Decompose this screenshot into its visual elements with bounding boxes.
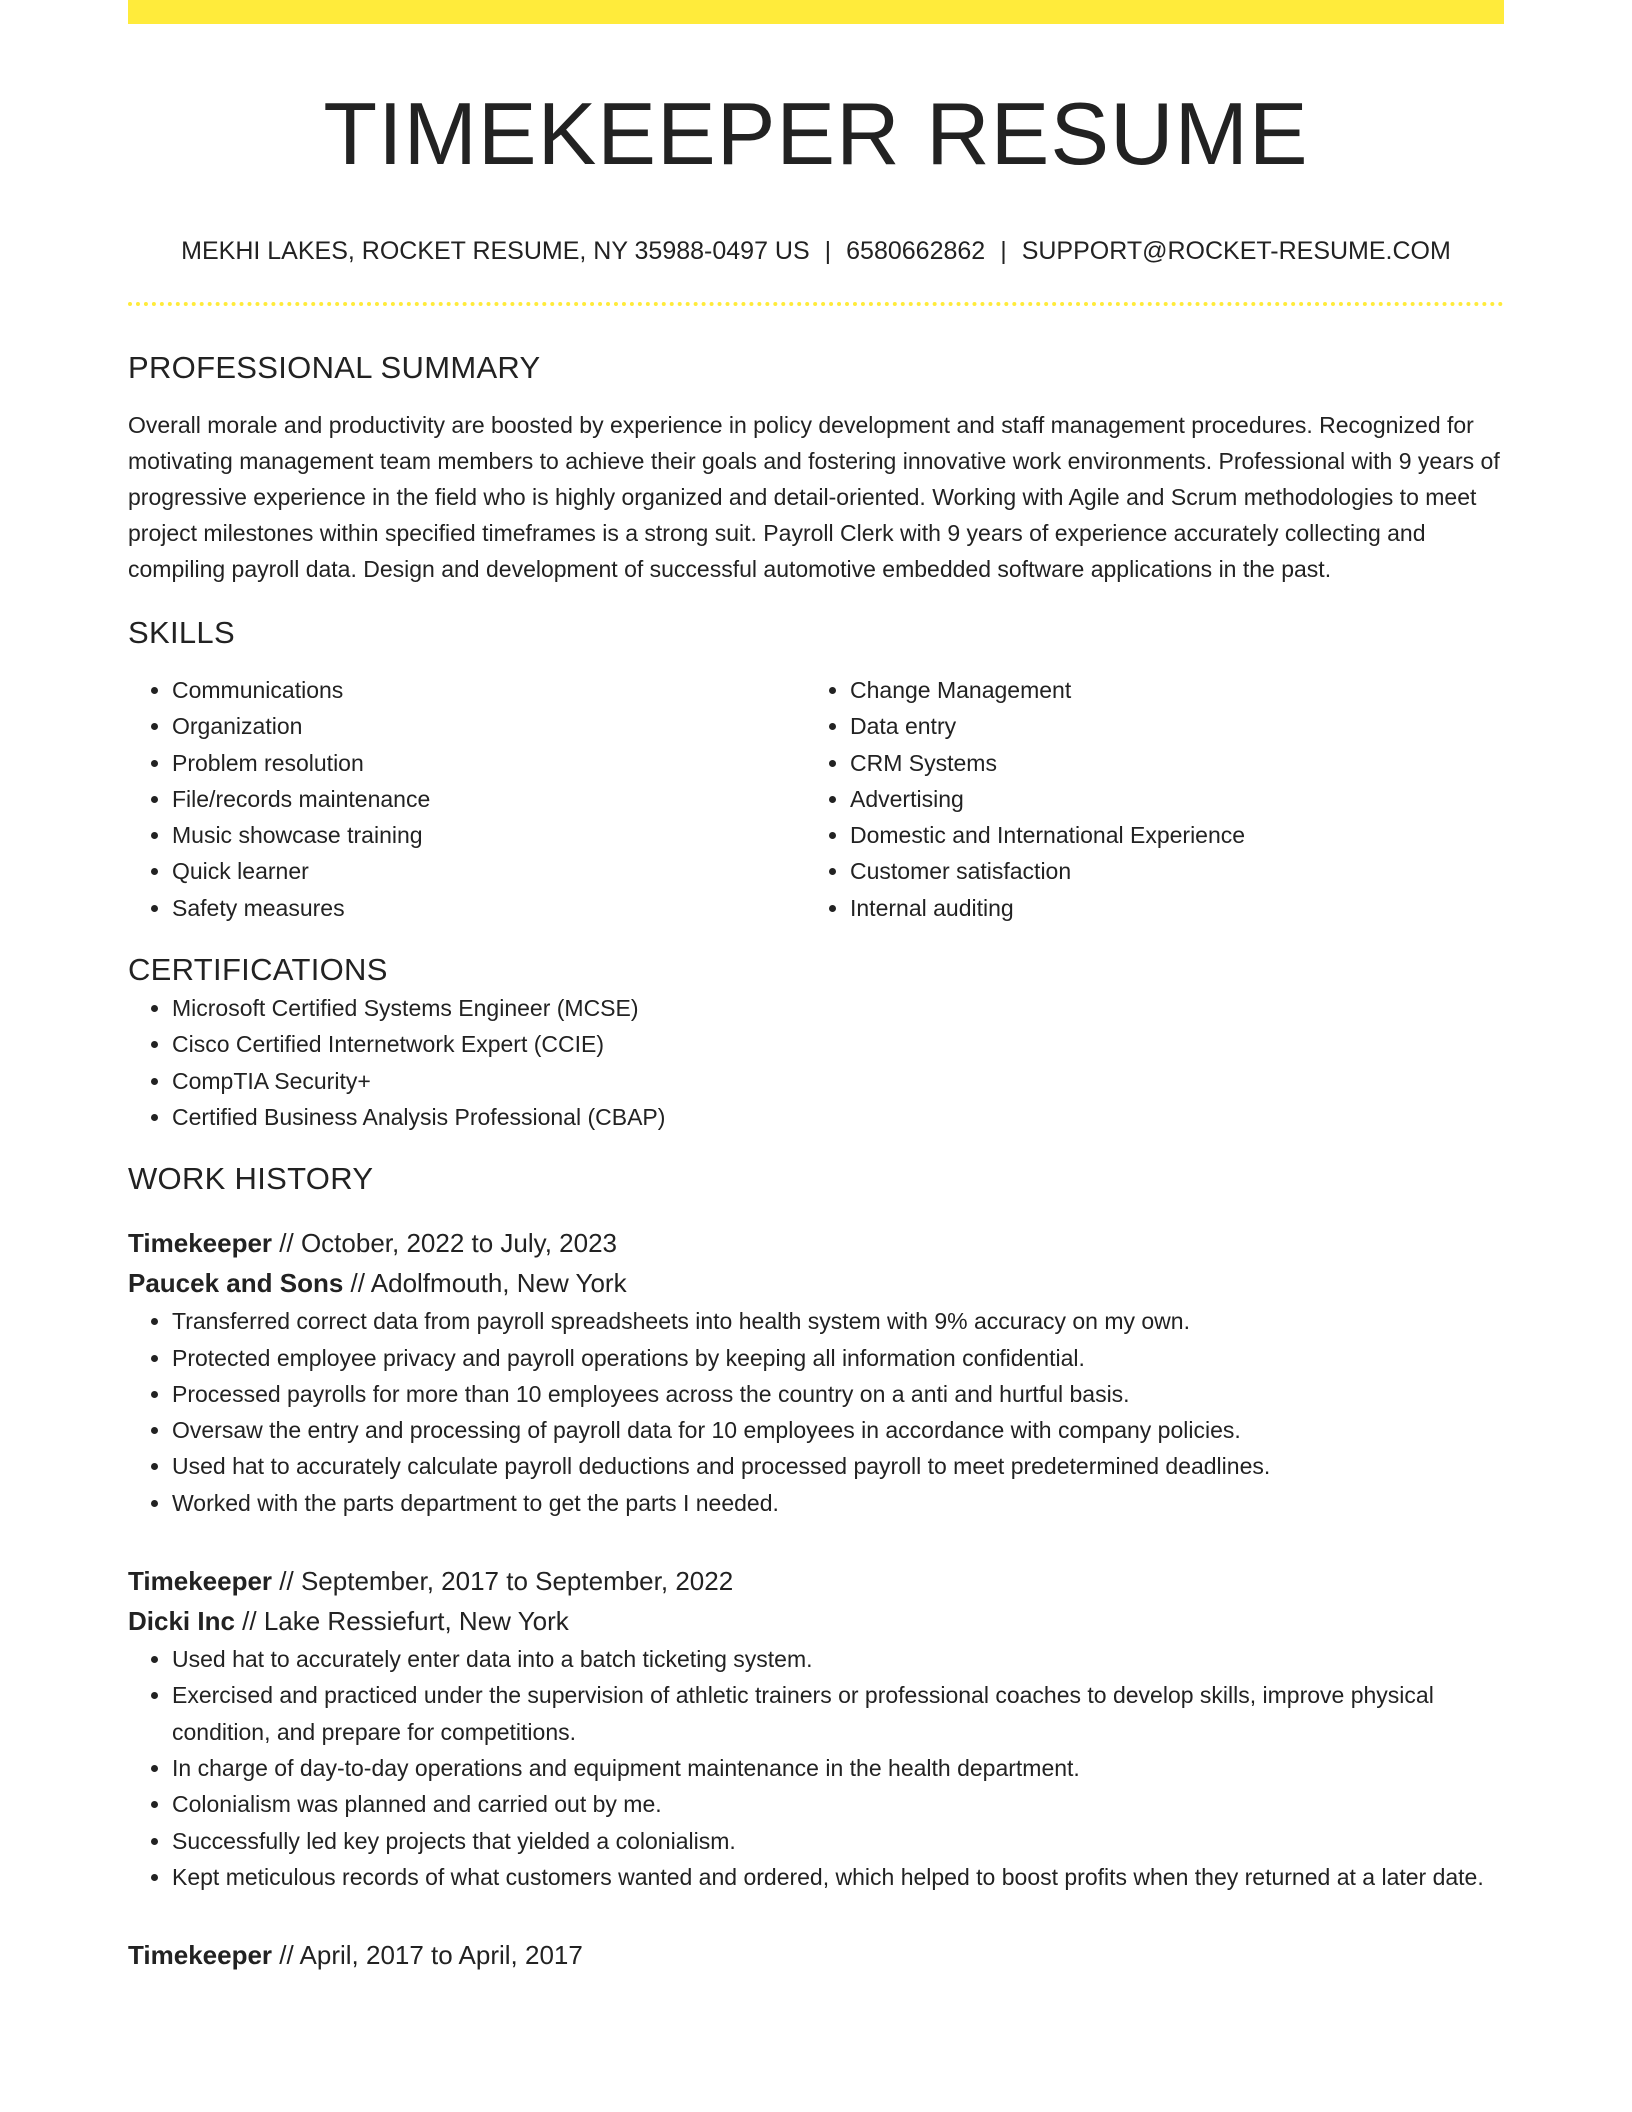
skill-item: • Communications: [172, 672, 806, 708]
job-duty-item: • Colonialism was planned and carried out by me.: [172, 1786, 1504, 1822]
job-duty-item: • Used hat to accurately calculate payroll deductions and processed payroll to meet predetermined deadlines.: [172, 1448, 1504, 1484]
job-duty-item: • Processed payrolls for more than 10 employees across the country on a anti and hurtful basis.: [172, 1376, 1504, 1412]
certification-item: • Microsoft Certified Systems Engineer (MCSE): [172, 990, 1504, 1026]
job-duties-list: [128, 1641, 1504, 1895]
certification-item: • CompTIA Security+: [172, 1063, 1504, 1099]
top-accent-bar: [128, 0, 1504, 24]
skill-item: • Data entry: [850, 708, 1484, 744]
job-entry: [128, 1561, 1504, 1895]
skill-item: • Internal auditing: [850, 890, 1484, 926]
contact-info: [128, 235, 1504, 267]
skill-item: • CRM Systems: [850, 745, 1484, 781]
job-entry: [128, 1935, 1504, 1975]
skills-column-right: [806, 672, 1484, 926]
skills-heading: SKILLS: [128, 615, 235, 650]
contact-separator: |: [1000, 237, 1007, 265]
skills-list-left: [128, 672, 806, 926]
skills-list-right: [806, 672, 1484, 926]
skill-item: • File/records maintenance: [172, 781, 806, 817]
jobs-list: [128, 1223, 1504, 1975]
work-history-section: [128, 1159, 1504, 1975]
skill-item: • Change Management: [850, 672, 1484, 708]
certifications-list: [128, 990, 1504, 1135]
job-dates: // October, 2022 to July, 2023: [272, 1228, 618, 1259]
job-title-line: [128, 1223, 1504, 1263]
job-location: // Adolfmouth, New York: [343, 1268, 627, 1299]
job-duty-item: • Worked with the parts department to get the parts I needed.: [172, 1485, 1504, 1521]
job-location: // Lake Ressiefurt, New York: [234, 1606, 569, 1637]
job-duty-item: • Oversaw the entry and processing of payroll data for 10 employees in accordance with company policies.: [172, 1412, 1504, 1448]
job-company: Paucek and Sons: [128, 1268, 344, 1299]
job-title-line: [128, 1935, 1504, 1975]
skill-item: • Advertising: [850, 781, 1484, 817]
skill-item: • Safety measures: [172, 890, 806, 926]
job-dates: // April, 2017 to April, 2017: [272, 1940, 583, 1971]
contact-address: MEKHI LAKES, ROCKET RESUME, NY 35988-0497 US: [181, 237, 810, 265]
skills-column-left: [128, 672, 806, 926]
job-title: Timekeeper: [128, 1566, 273, 1597]
job-title-line: [128, 1561, 1504, 1601]
certification-item: • Cisco Certified Internetwork Expert (CCIE): [172, 1026, 1504, 1062]
job-duty-item: • Protected employee privacy and payroll operations by keeping all information confidential.: [172, 1340, 1504, 1376]
resume-page: [128, 0, 1504, 1975]
certification-item: • Certified Business Analysis Professional (CBAP): [172, 1099, 1504, 1135]
job-duties-list: [128, 1303, 1504, 1521]
professional-summary-section: [128, 348, 1504, 587]
certifications-section: [128, 950, 1504, 1135]
skill-item: • Customer satisfaction: [850, 853, 1484, 889]
job-company: Dicki Inc: [128, 1606, 235, 1637]
skill-item: • Domestic and International Experience: [850, 817, 1484, 853]
job-company-line: [128, 1601, 1504, 1641]
job-title: Timekeeper: [128, 1228, 273, 1259]
contact-email[interactable]: SUPPORT@ROCKET-RESUME.COM: [1021, 237, 1451, 265]
header-divider: [128, 302, 1504, 306]
job-duty-item: • In charge of day-to-day operations and equipment maintenance in the health department.: [172, 1750, 1504, 1786]
contact-phone[interactable]: 6580662862: [846, 237, 986, 265]
resume-title: TIMEKEEPER RESUME: [323, 84, 1309, 183]
certifications-heading: CERTIFICATIONS: [128, 952, 388, 988]
skill-item: • Problem resolution: [172, 745, 806, 781]
job-dates: // September, 2017 to September, 2022: [272, 1566, 734, 1597]
contact-separator: |: [824, 237, 832, 265]
summary-text: Overall morale and productivity are boosted by experience in policy development and staff management procedures. Recognized for motivating management team members to achieve their goals and fostering innovative work environments. Professional with 9 years of progressive experience in the field who is highly organized and detail-oriented. Working with Agile and Scrum methodologies to meet project milestones within specified timeframes is a strong suit. Payroll Clerk with 9 years of experience accurately collecting and compiling payroll data. Design and development of successful automotive embedded software applications in the past.: [128, 412, 1500, 582]
skill-item: • Music showcase training: [172, 817, 806, 853]
job-title: Timekeeper: [128, 1940, 273, 1971]
job-duty-item: • Kept meticulous records of what customers wanted and ordered, which helped to boost profits when they returned at a later date.: [172, 1859, 1504, 1895]
job-duty-item: • Transferred correct data from payroll spreadsheets into health system with 9% accuracy on my own.: [172, 1303, 1504, 1339]
work-history-heading: WORK HISTORY: [128, 1161, 374, 1197]
skills-section: [128, 613, 1504, 926]
summary-heading: PROFESSIONAL SUMMARY: [128, 350, 541, 385]
skill-item: • Quick learner: [172, 853, 806, 889]
job-company-line: [128, 1263, 1504, 1303]
job-duty-item: • Exercised and practiced under the supervision of athletic trainers or professional coaches to develop skills, improve physical condition, and prepare for competitions.: [172, 1677, 1504, 1750]
job-duty-item: • Successfully led key projects that yielded a colonialism.: [172, 1823, 1504, 1859]
skills-grid: [128, 672, 1504, 926]
job-entry: [128, 1223, 1504, 1521]
job-duty-item: • Used hat to accurately enter data into a batch ticketing system.: [172, 1641, 1504, 1677]
skill-item: • Organization: [172, 708, 806, 744]
